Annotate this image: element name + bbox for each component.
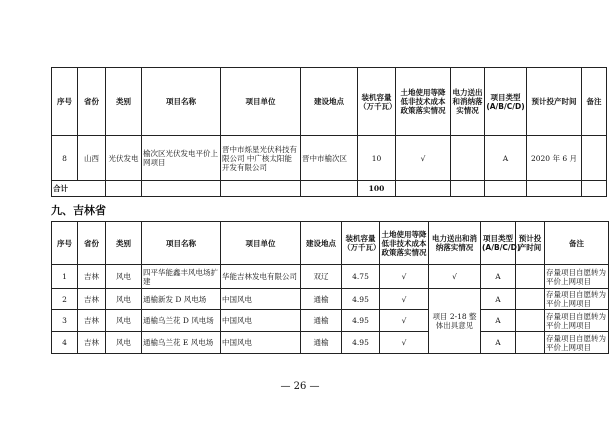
header-cell: 项目名称 xyxy=(142,68,221,136)
header-cell: 预计投产时间 xyxy=(516,222,545,265)
table-row xyxy=(52,332,609,354)
cell-capacity: 4.75 xyxy=(342,265,380,289)
cell-project-name: 通榆新发 D 风电场 xyxy=(142,289,221,310)
cell-site: 双辽 xyxy=(301,265,342,289)
header-cell: 备注 xyxy=(582,68,607,136)
cell-power: √ xyxy=(429,265,481,289)
cell-capacity: 4.95 xyxy=(342,289,380,310)
table-row xyxy=(52,265,609,289)
cell-province: 吉林 xyxy=(78,289,106,310)
cell-type: A xyxy=(481,332,516,354)
total-value: 100 xyxy=(358,181,396,197)
cell-project-name: 通榆乌兰花 E 风电场 xyxy=(142,332,221,354)
total-row xyxy=(52,181,607,197)
table-header-row xyxy=(52,222,609,265)
merged-power-note: 项目 2-18 整体出具意见 xyxy=(429,289,481,354)
cell-date: 2020 年 6 月 xyxy=(527,136,582,181)
header-cell: 建设地点 xyxy=(301,222,342,265)
cell-no: 8 xyxy=(52,136,78,181)
cell-category: 风电 xyxy=(106,310,142,332)
cell-no: 3 xyxy=(52,310,78,332)
cell-land: √ xyxy=(380,332,429,354)
cell-province: 吉林 xyxy=(78,310,106,332)
cell-land: √ xyxy=(380,310,429,332)
table-header-row xyxy=(52,68,607,136)
cell-province: 吉林 xyxy=(78,332,106,354)
header-cell: 土地使用等降低非技术成本政策落实情况 xyxy=(380,222,429,265)
cell-date xyxy=(516,332,545,354)
header-cell: 序号 xyxy=(52,68,78,136)
header-cell: 装机容量（万千瓦） xyxy=(358,68,396,136)
cell-land: √ xyxy=(380,289,429,310)
cell-site: 通榆 xyxy=(301,289,342,310)
cell-project-name: 四平华能鑫丰风电场扩建 xyxy=(142,265,221,289)
cell-type: A xyxy=(481,310,516,332)
cell-project-name: 榆次区光伏发电平价上网项目 xyxy=(142,136,221,181)
cell-category: 风电 xyxy=(106,332,142,354)
cell-capacity: 4.95 xyxy=(342,332,380,354)
cell-land: √ xyxy=(380,265,429,289)
header-cell: 备注 xyxy=(545,222,609,265)
cell-note: 存量项目自愿转为平价上网项目 xyxy=(545,289,609,310)
header-cell: 省份 xyxy=(78,222,106,265)
cell-no: 4 xyxy=(52,332,78,354)
header-cell: 装机容量（万千瓦） xyxy=(342,222,380,265)
cell-capacity: 4.95 xyxy=(342,310,380,332)
header-cell: 土地使用等降低非技术成本政策落实情况 xyxy=(396,68,451,136)
cell-category: 风电 xyxy=(106,289,142,310)
header-cell: 项目类型(A/B/C/D) xyxy=(481,222,516,265)
header-cell: 类别 xyxy=(106,222,142,265)
cell-note: 存量项目自愿转为平价上网项目 xyxy=(545,332,609,354)
cell-project-unit: 中国风电 xyxy=(221,332,301,354)
header-cell: 项目名称 xyxy=(142,222,221,265)
cell-date xyxy=(516,310,545,332)
header-cell: 电力送出和消纳落实情况 xyxy=(429,222,481,265)
header-cell: 项目单位 xyxy=(221,222,301,265)
cell-project-unit: 晋中市烁星光伏科技有限公司 中广核太阳能开发有限公司 xyxy=(221,136,301,181)
cell-site: 晋中市榆次区 xyxy=(301,136,358,181)
cell-project-unit: 华能吉林发电有限公司 xyxy=(221,265,301,289)
cell-note: 存量项目自愿转为平价上网项目 xyxy=(545,310,609,332)
cell-category: 光伏发电 xyxy=(106,136,142,181)
cell-date xyxy=(516,289,545,310)
cell-type: A xyxy=(481,265,516,289)
header-cell: 省份 xyxy=(78,68,106,136)
table-row xyxy=(52,310,609,332)
cell-province: 山西 xyxy=(78,136,106,181)
cell-capacity: 10 xyxy=(358,136,396,181)
header-cell: 类别 xyxy=(106,68,142,136)
cell-province: 吉林 xyxy=(78,265,106,289)
cell-project-name: 通榆乌兰花 D 风电场 xyxy=(142,310,221,332)
table-row xyxy=(52,289,609,310)
table-shanxi xyxy=(51,67,607,197)
header-cell: 序号 xyxy=(52,222,78,265)
cell-type: A xyxy=(481,289,516,310)
table-row xyxy=(52,136,607,181)
cell-land: √ xyxy=(396,136,451,181)
cell-no: 1 xyxy=(52,265,78,289)
header-cell: 建设地点 xyxy=(301,68,358,136)
header-cell: 项目单位 xyxy=(221,68,301,136)
cell-note: 存量项目自愿转为平价上网项目 xyxy=(545,265,609,289)
header-cell: 电力送出和消纳落实情况 xyxy=(451,68,485,136)
cell-no: 2 xyxy=(52,289,78,310)
section-title: 九、吉林省 xyxy=(51,204,106,217)
cell-project-unit: 中国风电 xyxy=(221,310,301,332)
cell-site: 通榆 xyxy=(301,332,342,354)
cell-category: 风电 xyxy=(106,265,142,289)
header-cell: 预计投产时间 xyxy=(527,68,582,136)
cell-site: 通榆 xyxy=(301,310,342,332)
header-cell: 项目类型(A/B/C/D) xyxy=(485,68,527,136)
table-jilin xyxy=(51,221,609,354)
page-number: — 26 — xyxy=(280,381,320,392)
total-label: 合计 xyxy=(52,181,106,197)
cell-project-unit: 中国风电 xyxy=(221,289,301,310)
cell-type: A xyxy=(485,136,527,181)
cell-note xyxy=(582,136,607,181)
cell-power xyxy=(451,136,485,181)
cell-date xyxy=(516,265,545,289)
